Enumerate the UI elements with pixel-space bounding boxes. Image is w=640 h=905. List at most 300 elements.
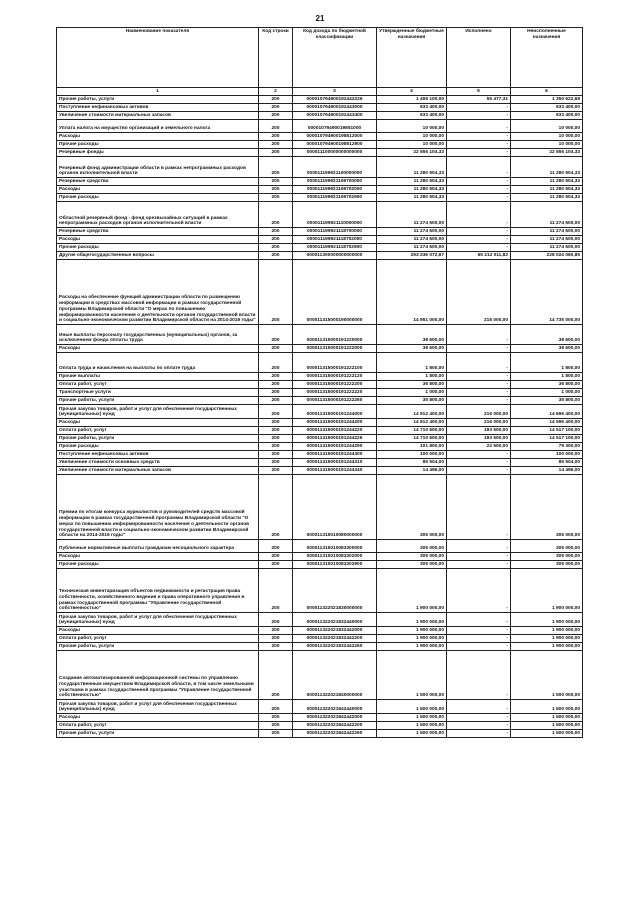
row-name: Прочие работы, услуги [57, 730, 259, 738]
header-unexecuted: Неисполненные назначения [511, 28, 583, 88]
row-name: Прочая закупка товаров, работ и услуг для обеспечения государственных (муниципальных) нужд [57, 700, 259, 714]
table-row [57, 730, 583, 738]
header-executed: Исполнено [447, 28, 511, 88]
table-row [57, 643, 583, 651]
row-executed: - [447, 157, 511, 178]
row-kbk: 000011199921100000000 [293, 157, 377, 178]
row-approved: 10 000,00 [377, 133, 447, 141]
row-approved: 1 900 000,00 [377, 643, 447, 651]
row-kbk: 000011315000191222000 [293, 345, 377, 353]
column-number: 3 [293, 88, 377, 96]
row-unexecuted: 14 735 000,00 [511, 260, 583, 325]
row-executed: - [447, 730, 511, 738]
row-unexecuted: 10 000,00 [511, 133, 583, 141]
table-row [57, 252, 583, 260]
row-approved: 36 800,00 [377, 381, 447, 389]
row-kbk: 000011322021830000000 [293, 569, 377, 613]
row-approved: 1 500 000,00 [377, 700, 447, 714]
row-line-code: 200 [259, 613, 293, 627]
row-executed: - [447, 651, 511, 700]
row-executed: - [447, 569, 511, 613]
row-line-code: 200 [259, 435, 293, 443]
row-name: Поступление нефинансовых активов [57, 104, 259, 112]
row-executed: - [447, 133, 511, 141]
table-row [57, 540, 583, 553]
row-unexecuted: 10 000,00 [511, 141, 583, 149]
row-name: Резервные средства [57, 178, 259, 186]
row-line-code: 200 [259, 112, 293, 120]
row-line-code: 200 [259, 651, 293, 700]
page-number: 21 [315, 14, 325, 23]
row-approved: 1 900 000,00 [377, 635, 447, 643]
table-row [57, 553, 583, 561]
table-row [57, 120, 583, 133]
row-name: Расходы [57, 345, 259, 353]
table-row [57, 635, 583, 643]
row-line-code: 200 [259, 236, 293, 244]
table-row [57, 104, 583, 112]
row-kbk: 000011315000191244220 [293, 427, 377, 435]
row-approved: 1 800,00 [377, 353, 447, 373]
table-row [57, 194, 583, 202]
row-kbk: 000011315000191222100 [293, 353, 377, 373]
row-line-code: 200 [259, 381, 293, 389]
row-approved: 1 000,00 [377, 389, 447, 397]
budget-execution-table [56, 27, 583, 738]
row-approved: 1 900 000,00 [377, 627, 447, 635]
row-executed: - [447, 244, 511, 252]
row-line-code: 200 [259, 635, 293, 643]
row-approved: 10 000,00 [377, 120, 447, 133]
row-name: Увеличение стоимости основных средств [57, 459, 259, 467]
row-unexecuted: 11 274 600,00 [511, 236, 583, 244]
row-kbk: 000011199921110000000 [293, 202, 377, 228]
row-line-code: 200 [259, 643, 293, 651]
row-kbk: 000011199921118700000 [293, 228, 377, 236]
row-approved: 1 900 000,00 [377, 613, 447, 627]
row-line-code: 200 [259, 443, 293, 451]
row-name: Оплата работ, услуг [57, 722, 259, 730]
row-approved: 633 400,00 [377, 112, 447, 120]
row-executed: - [447, 112, 511, 120]
row-executed: - [447, 186, 511, 194]
row-name: Прочие работы, услуги [57, 397, 259, 405]
table-row [57, 700, 583, 714]
row-unexecuted: 1 500 000,00 [511, 730, 583, 738]
table-row [57, 202, 583, 228]
row-name: Техническая инвентаризация объектов недвижимости и регистрация права собственности, хозяйственного ведения и права оперативного управления в рамках государственной программы "Управление государственной собственностью" [57, 569, 259, 613]
row-name: Оплата работ, услуг [57, 635, 259, 643]
row-line-code: 200 [259, 722, 293, 730]
row-executed: - [447, 451, 511, 459]
table-row [57, 651, 583, 700]
row-line-code: 200 [259, 569, 293, 613]
row-line-code: 200 [259, 157, 293, 178]
row-name: Расходы [57, 419, 259, 427]
row-executed: - [447, 561, 511, 569]
row-executed: - [447, 722, 511, 730]
row-kbk: 000010794900198512000 [293, 133, 377, 141]
row-executed: - [447, 397, 511, 405]
row-unexecuted: 1 500 000,00 [511, 722, 583, 730]
column-number: 5 [447, 88, 511, 96]
row-line-code: 200 [259, 244, 293, 252]
header-line-code: Код строки [259, 28, 293, 88]
row-approved: 10 000,00 [377, 141, 447, 149]
row-approved: 305 000,00 [377, 475, 447, 540]
row-unexecuted: 36 800,00 [511, 381, 583, 389]
table-row [57, 381, 583, 389]
row-kbk: 000011322021842440000 [293, 700, 377, 714]
row-executed: - [447, 643, 511, 651]
row-executed: - [447, 194, 511, 202]
row-executed: - [447, 627, 511, 635]
row-line-code: 200 [259, 260, 293, 325]
row-unexecuted: 305 000,00 [511, 475, 583, 540]
row-kbk: 000011199921108700000 [293, 178, 377, 186]
row-executed: - [447, 475, 511, 540]
row-executed: 193 500,00 [447, 427, 511, 435]
row-kbk: 000011315000191222220 [293, 389, 377, 397]
table-row [57, 561, 583, 569]
table-row [57, 475, 583, 540]
row-executed: - [447, 228, 511, 236]
row-kbk: 000011315000191244310 [293, 459, 377, 467]
row-line-code: 200 [259, 252, 293, 260]
row-line-code: 200 [259, 104, 293, 112]
table-row [57, 353, 583, 373]
row-kbk: 000011322021832440000 [293, 613, 377, 627]
row-kbk: 000011315000191244200 [293, 419, 377, 427]
row-line-code: 200 [259, 627, 293, 635]
row-unexecuted: 1 000,00 [511, 389, 583, 397]
row-unexecuted: 1 900 000,00 [511, 635, 583, 643]
row-name: Прочая закупка товаров, работ и услуг для обеспечения государственных (муниципальных) нужд [57, 405, 259, 419]
row-name: Расходы [57, 186, 259, 194]
table-row [57, 419, 583, 427]
row-approved: 1 800,00 [377, 373, 447, 381]
header-approved: Утвержденные бюджетные назначения [377, 28, 447, 88]
table-row [57, 443, 583, 451]
table-row [57, 427, 583, 435]
row-unexecuted: 228 024 060,85 [511, 252, 583, 260]
row-executed: 65 212 011,82 [447, 252, 511, 260]
row-kbk: 000011100000000000000 [293, 149, 377, 157]
row-kbk: 000011322021832442260 [293, 643, 377, 651]
row-executed: - [447, 613, 511, 627]
row-line-code: 200 [259, 96, 293, 104]
row-executed: - [447, 553, 511, 561]
row-executed: - [447, 714, 511, 722]
column-number: 1 [57, 88, 259, 96]
row-executed: - [447, 178, 511, 186]
table-row [57, 260, 583, 325]
row-name: Расходы [57, 627, 259, 635]
row-name: Оплата работ, услуг [57, 427, 259, 435]
row-unexecuted: 14 496,00 [511, 467, 583, 475]
row-kbk: 000011322021842442000 [293, 714, 377, 722]
row-kbk: 000011315000191222200 [293, 381, 377, 389]
table-row [57, 722, 583, 730]
row-approved: 1 406 100,00 [377, 96, 447, 104]
row-line-code: 200 [259, 427, 293, 435]
row-kbk: 00001079490019851000 [293, 120, 377, 133]
row-kbk: 000011199921108702000 [293, 186, 377, 194]
row-executed: - [447, 353, 511, 373]
table-row [57, 405, 583, 419]
row-unexecuted: 14 596 400,00 [511, 419, 583, 427]
row-name: Расходы [57, 553, 259, 561]
row-line-code: 200 [259, 373, 293, 381]
row-executed: 216 000,00 [447, 260, 511, 325]
row-kbk: 000011315010083300000 [293, 540, 377, 553]
table-row [57, 236, 583, 244]
row-approved: 85 504,00 [377, 459, 447, 467]
table-row [57, 325, 583, 345]
row-kbk: 000011315000191220000 [293, 325, 377, 345]
row-approved: 11 280 504,33 [377, 194, 447, 202]
row-approved: 11 274 600,00 [377, 244, 447, 252]
row-approved: 305 000,00 [377, 540, 447, 553]
row-unexecuted: 1 350 622,69 [511, 96, 583, 104]
header-name: Наименование показателя [57, 28, 259, 88]
row-executed: 216 000,00 [447, 405, 511, 419]
row-name: Прочие работы, услуги [57, 643, 259, 651]
row-approved: 100 000,00 [377, 451, 447, 459]
row-approved: 14 496,00 [377, 467, 447, 475]
row-name: Создание автоматизированной информационной системы по управлению государственным имуществом Владимирской области, в том числе земельными участками в рамках государственной программы "Управление государственной собственностью" [57, 651, 259, 700]
row-unexecuted: 633 400,00 [511, 112, 583, 120]
row-line-code: 200 [259, 553, 293, 561]
table-row [57, 157, 583, 178]
row-name: Поступление нефинансовых активов [57, 451, 259, 459]
row-unexecuted: 1 500 000,00 [511, 651, 583, 700]
row-line-code: 200 [259, 194, 293, 202]
table-row [57, 613, 583, 627]
row-name: Прочие выплаты [57, 373, 259, 381]
row-kbk: 000011315010083302000 [293, 553, 377, 561]
row-line-code: 200 [259, 186, 293, 194]
row-unexecuted: 1 900 000,00 [511, 613, 583, 627]
row-approved: 305 000,00 [377, 553, 447, 561]
row-line-code: 200 [259, 405, 293, 419]
table-row [57, 228, 583, 236]
table-row [57, 141, 583, 149]
row-executed: 216 000,00 [447, 419, 511, 427]
table-row [57, 373, 583, 381]
row-kbk: 000011315010080000000 [293, 475, 377, 540]
table-row [57, 244, 583, 252]
row-kbk: 000011300000000000000 [293, 252, 377, 260]
row-approved: 1 500 000,00 [377, 651, 447, 700]
row-approved: 38 600,00 [377, 325, 447, 345]
row-name: Транспортные услуги [57, 389, 259, 397]
row-approved: 305 000,00 [377, 561, 447, 569]
row-unexecuted: 14 696 400,00 [511, 405, 583, 419]
row-kbk: 000011322021832442000 [293, 627, 377, 635]
header-kbk: Код дохода по бюджетной классификации [293, 28, 377, 88]
row-unexecuted: 85 504,00 [511, 459, 583, 467]
row-name: Прочие работы, услуги [57, 96, 259, 104]
row-unexecuted: 38 600,00 [511, 345, 583, 353]
row-name: Прочая закупка товаров, работ и услуг для обеспечения государственных (муниципальных) нужд [57, 613, 259, 627]
row-line-code: 200 [259, 345, 293, 353]
row-name: Прочие расходы [57, 443, 259, 451]
row-kbk: 000011322021840000000 [293, 651, 377, 700]
row-name: Другие общегосударственные вопросы [57, 252, 259, 260]
row-line-code: 200 [259, 178, 293, 186]
row-name: Расходы [57, 133, 259, 141]
column-number: 6 [511, 88, 583, 96]
row-name: Оплата труда и начисления на выплаты по оплате труда [57, 353, 259, 373]
row-line-code: 200 [259, 228, 293, 236]
row-kbk: 000011315000190000000 [293, 260, 377, 325]
row-name: Увеличение стоимости материальных запасов [57, 112, 259, 120]
table-row [57, 451, 583, 459]
row-kbk: 000011199921118702900 [293, 244, 377, 252]
row-executed: - [447, 467, 511, 475]
row-unexecuted: 14 517 100,00 [511, 427, 583, 435]
row-approved: 11 280 504,33 [377, 157, 447, 178]
row-approved: 11 274 600,00 [377, 236, 447, 244]
row-approved: 11 274 600,00 [377, 228, 447, 236]
row-approved: 35 800,00 [377, 397, 447, 405]
row-unexecuted: 305 000,00 [511, 540, 583, 553]
row-executed: - [447, 345, 511, 353]
column-number: 4 [377, 88, 447, 96]
row-executed: - [447, 635, 511, 643]
row-line-code: 200 [259, 419, 293, 427]
row-name: Прочие расходы [57, 561, 259, 569]
row-name: Прочие расходы [57, 141, 259, 149]
row-kbk: 000011315000191244226 [293, 435, 377, 443]
row-executed: - [447, 459, 511, 467]
row-approved: 633 400,00 [377, 104, 447, 112]
row-name: Публичные нормативные выплаты гражданам несоциального характера [57, 540, 259, 553]
row-executed: 193 500,00 [447, 435, 511, 443]
row-kbk: 000010794900192442226 [293, 96, 377, 104]
row-unexecuted: 11 274 600,00 [511, 228, 583, 236]
row-line-code: 200 [259, 459, 293, 467]
row-kbk: 000011315000191222120 [293, 373, 377, 381]
row-unexecuted: 1 500 000,00 [511, 700, 583, 714]
row-approved: 14 951 000,00 [377, 260, 447, 325]
row-name: Областной резервный фонд - фонд чрезвычайных ситуаций в рамках непрограммных расходов органов исполнительной власти [57, 202, 259, 228]
row-line-code: 200 [259, 353, 293, 373]
row-executed: 55 477,31 [447, 96, 511, 104]
table-row [57, 149, 583, 157]
row-approved: 14 710 600,00 [377, 435, 447, 443]
row-executed: - [447, 373, 511, 381]
row-kbk: 000011315000191244340 [293, 467, 377, 475]
row-approved: 1 500 000,00 [377, 730, 447, 738]
table-row [57, 112, 583, 120]
row-line-code: 200 [259, 202, 293, 228]
row-approved: 11 280 504,33 [377, 186, 447, 194]
row-approved: 14 912 400,00 [377, 405, 447, 419]
row-executed: - [447, 104, 511, 112]
table-row [57, 389, 583, 397]
row-unexecuted: 11 274 600,00 [511, 244, 583, 252]
table-row [57, 467, 583, 475]
row-executed: 22 500,00 [447, 443, 511, 451]
row-unexecuted: 100 000,00 [511, 451, 583, 459]
row-unexecuted: 305 000,00 [511, 561, 583, 569]
row-executed: - [447, 202, 511, 228]
row-kbk: 000011199921108702900 [293, 194, 377, 202]
table-row [57, 96, 583, 104]
row-line-code: 200 [259, 397, 293, 405]
row-line-code: 200 [259, 730, 293, 738]
row-kbk: 000010794900192443400 [293, 112, 377, 120]
row-unexecuted: 11 274 600,00 [511, 202, 583, 228]
table-row [57, 627, 583, 635]
row-executed: - [447, 381, 511, 389]
row-kbk: 000010794900198512900 [293, 141, 377, 149]
table-row [57, 178, 583, 186]
row-name: Прочие расходы [57, 194, 259, 202]
row-unexecuted: 1 500 000,00 [511, 714, 583, 722]
column-number-row [57, 88, 583, 96]
row-line-code: 200 [259, 325, 293, 345]
row-approved: 1 500 000,00 [377, 722, 447, 730]
row-line-code: 200 [259, 389, 293, 397]
row-line-code: 200 [259, 475, 293, 540]
row-approved: 1 900 000,00 [377, 569, 447, 613]
row-line-code: 200 [259, 700, 293, 714]
row-unexecuted: 1 900 000,00 [511, 627, 583, 635]
column-number: 2 [259, 88, 293, 96]
row-executed: - [447, 700, 511, 714]
row-name: Оплата работ, услуг [57, 381, 259, 389]
row-approved: 101 800,00 [377, 443, 447, 451]
row-approved: 11 280 504,33 [377, 178, 447, 186]
row-executed: - [447, 120, 511, 133]
row-name: Прочие расходы [57, 244, 259, 252]
table-body [57, 96, 583, 738]
row-kbk: 000011199921118702000 [293, 236, 377, 244]
row-line-code: 200 [259, 133, 293, 141]
row-kbk: 000011315010083302900 [293, 561, 377, 569]
row-unexecuted: 11 280 504,33 [511, 157, 583, 178]
row-line-code: 200 [259, 141, 293, 149]
row-name: Резервные фонды [57, 149, 259, 157]
row-name: Премии по итогам конкурса журналистов и руководителей средств массовой информации в рамках государственной программы Владимирской области "О мерах по повышению информированности населения о деятельности органов государственной власти и социально-экономическом развитии Владимирской области на 2014-2016 годы" [57, 475, 259, 540]
table-row [57, 397, 583, 405]
row-name: Расходы [57, 236, 259, 244]
row-approved: 14 710 600,00 [377, 427, 447, 435]
row-unexecuted: 79 300,00 [511, 443, 583, 451]
table-row [57, 435, 583, 443]
row-name: Уплата налога на имущество организаций и земельного налога [57, 120, 259, 133]
row-executed: - [447, 141, 511, 149]
row-name: Резервные средства [57, 228, 259, 236]
row-unexecuted: 11 280 504,33 [511, 194, 583, 202]
row-unexecuted: 633 400,00 [511, 104, 583, 112]
row-approved: 293 236 072,67 [377, 252, 447, 260]
row-line-code: 200 [259, 714, 293, 722]
row-kbk: 000010794900192443000 [293, 104, 377, 112]
row-name: Прочие работы, услуги [57, 435, 259, 443]
row-executed: - [447, 540, 511, 553]
row-name: Резервный фонд администрации области в рамках непрограммных расходов органов исполнительной власти [57, 157, 259, 178]
table-row [57, 133, 583, 141]
row-unexecuted: 10 000,00 [511, 120, 583, 133]
table-row [57, 569, 583, 613]
row-executed: - [447, 325, 511, 345]
row-approved: 22 555 104,33 [377, 149, 447, 157]
row-approved: 11 274 600,00 [377, 202, 447, 228]
